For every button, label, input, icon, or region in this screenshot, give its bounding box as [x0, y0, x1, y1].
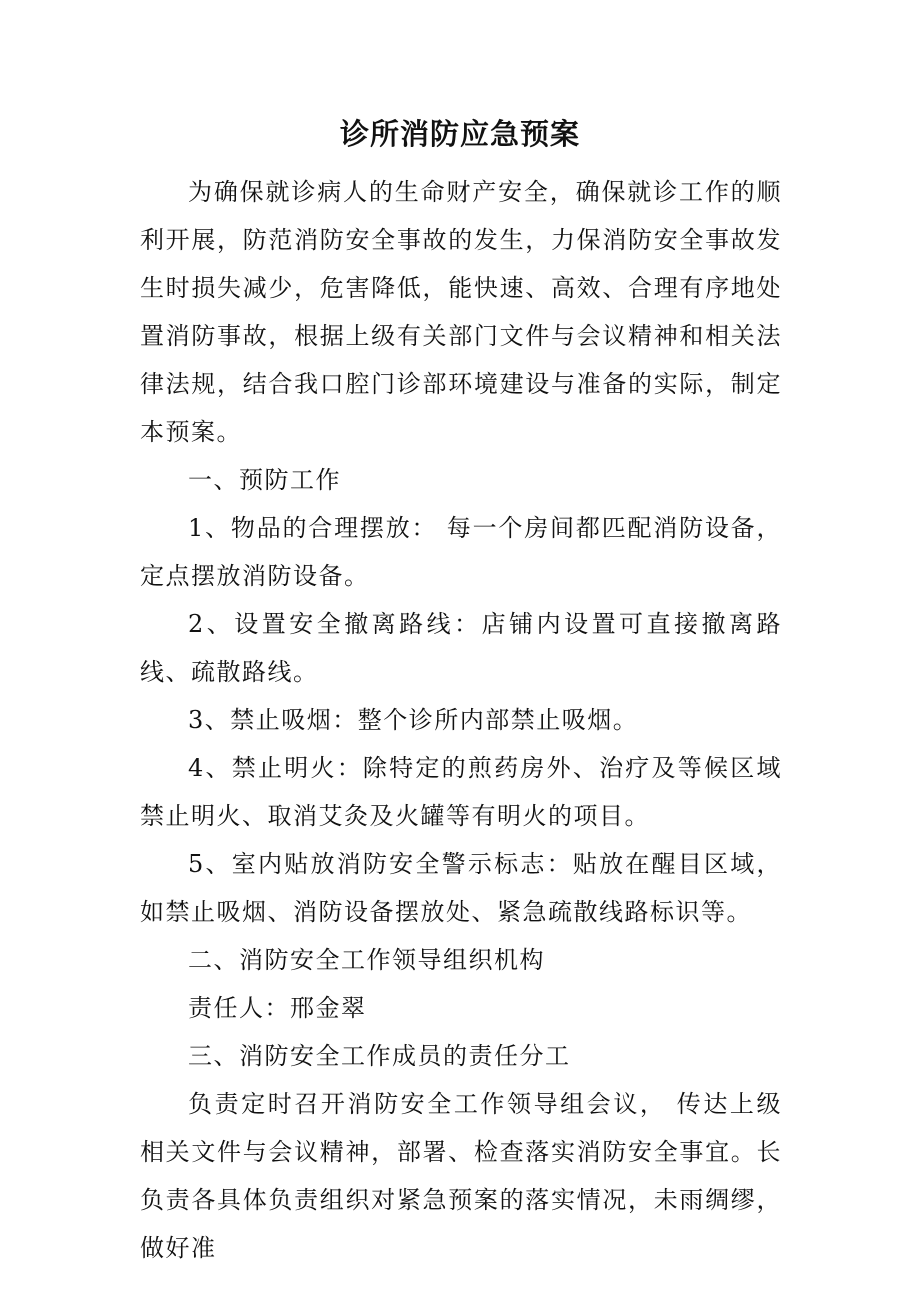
- document-body: [140, 168, 782, 1272]
- paragraph-item-1: 1、物品的合理摆放： 每一个房间都匹配消防设备，定点摆放消防设备。: [140, 514, 782, 590]
- paragraph-responsible-person: 责任人：邢金翠: [188, 994, 367, 1022]
- section-heading-organization: 二、消防安全工作领导组织机构: [188, 946, 545, 974]
- section-heading-responsibilities: 三、消防安全工作成员的责任分工: [188, 1042, 571, 1070]
- document-title: 诊所消防应急预案: [339, 117, 580, 151]
- paragraph-item-4: 4、禁止明火：除特定的煎药房外、治疗及等候区域禁止明火、取消艾灸及火罐等有明火的项目。: [140, 754, 782, 830]
- paragraph-item-3: 3、禁止吸烟：整个诊所内部禁止吸烟。: [188, 706, 639, 734]
- paragraph-item-2: 2、设置安全撤离路线：店铺内设置可直接撤离路线、疏散路线。: [140, 610, 782, 686]
- paragraph-intro: 为确保就诊病人的生命财产安全，确保就诊工作的顺利开展，防范消防安全事故的发生，力保消防安全事故发生时损失减少，危害降低，能快速、高效、合理有序地处置消防事故，根据上级有关部门文件与会议精神和相关法律法规，结合我口腔门诊部环境建设与准备的实际，制定本预案。: [140, 178, 782, 446]
- paragraph-item-5: 5、室内贴放消防安全警示标志：贴放在醒目区域，如禁止吸烟、消防设备摆放处、紧急疏散线路标识等。: [140, 850, 782, 926]
- paragraph-responsibilities: 负责定时召开消防安全工作领导组会议， 传达上级相关文件与会议精神，部署、检查落实消防安全事宜。长负责各具体负责组织对紧急预案的落实情况，未雨绸缪，做好准: [140, 1090, 782, 1262]
- section-heading-prevention: 一、预防工作: [188, 466, 341, 494]
